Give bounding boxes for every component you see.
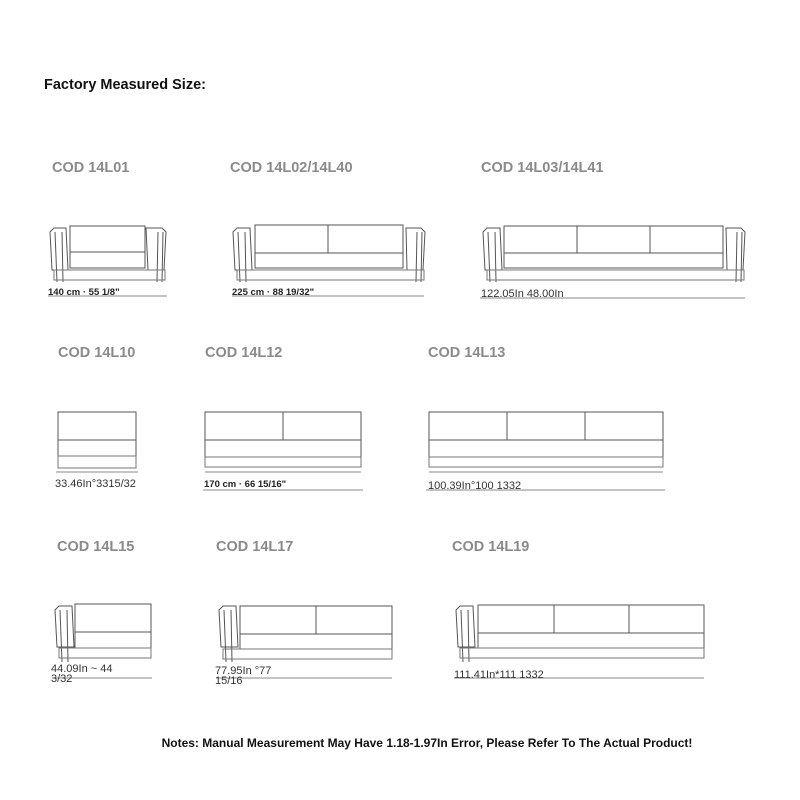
dimension-14l12: 170 cm · 66 15/16" (204, 479, 287, 490)
model-code-14l10: COD 14L10 (58, 345, 136, 361)
dimension-14l17: 77.95In °77 15/16 (215, 665, 272, 687)
sofa-drawing-14l19 (454, 605, 704, 678)
sofa-drawing-14l10 (56, 412, 138, 472)
model-code-14l03-14l41: COD 14L03/14L41 (481, 160, 604, 176)
dimension-14l13: 100.39In°100 1332 (428, 480, 522, 492)
dimension-14l01: 140 cm · 55 1/8" (48, 287, 120, 298)
measurement-notes: Notes: Manual Measurement May Have 1.18-1.97In Error, Please Refer To The Actual Product! (161, 736, 693, 750)
dimension-14l19: 111.41In*111 1332 (454, 669, 544, 681)
model-code-14l01: COD 14L01 (52, 160, 130, 176)
model-code-14l15: COD 14L15 (57, 539, 135, 555)
model-code-14l02-14l40: COD 14L02/14L40 (230, 160, 353, 176)
model-code-14l13: COD 14L13 (428, 345, 506, 361)
dimension-14l02-14l40: 225 cm · 88 19/32" (232, 287, 315, 298)
model-code-14l19: COD 14L19 (452, 539, 530, 555)
dimension-14l15: 44.09In ~ 44 3/32 (51, 663, 113, 685)
sofa-drawing-14l01 (48, 226, 167, 296)
model-code-14l17: COD 14L17 (216, 539, 294, 555)
page-title: Factory Measured Size: (44, 77, 206, 93)
sofa-drawing-14l13 (426, 412, 665, 490)
dimension-14l10: 33.46In°3315/32 (55, 478, 136, 490)
dimension-14l03-14l41: 122.05In 48.00In (481, 288, 564, 300)
sofa-drawing-14l02 (232, 225, 425, 296)
model-code-14l12: COD 14L12 (205, 345, 283, 361)
